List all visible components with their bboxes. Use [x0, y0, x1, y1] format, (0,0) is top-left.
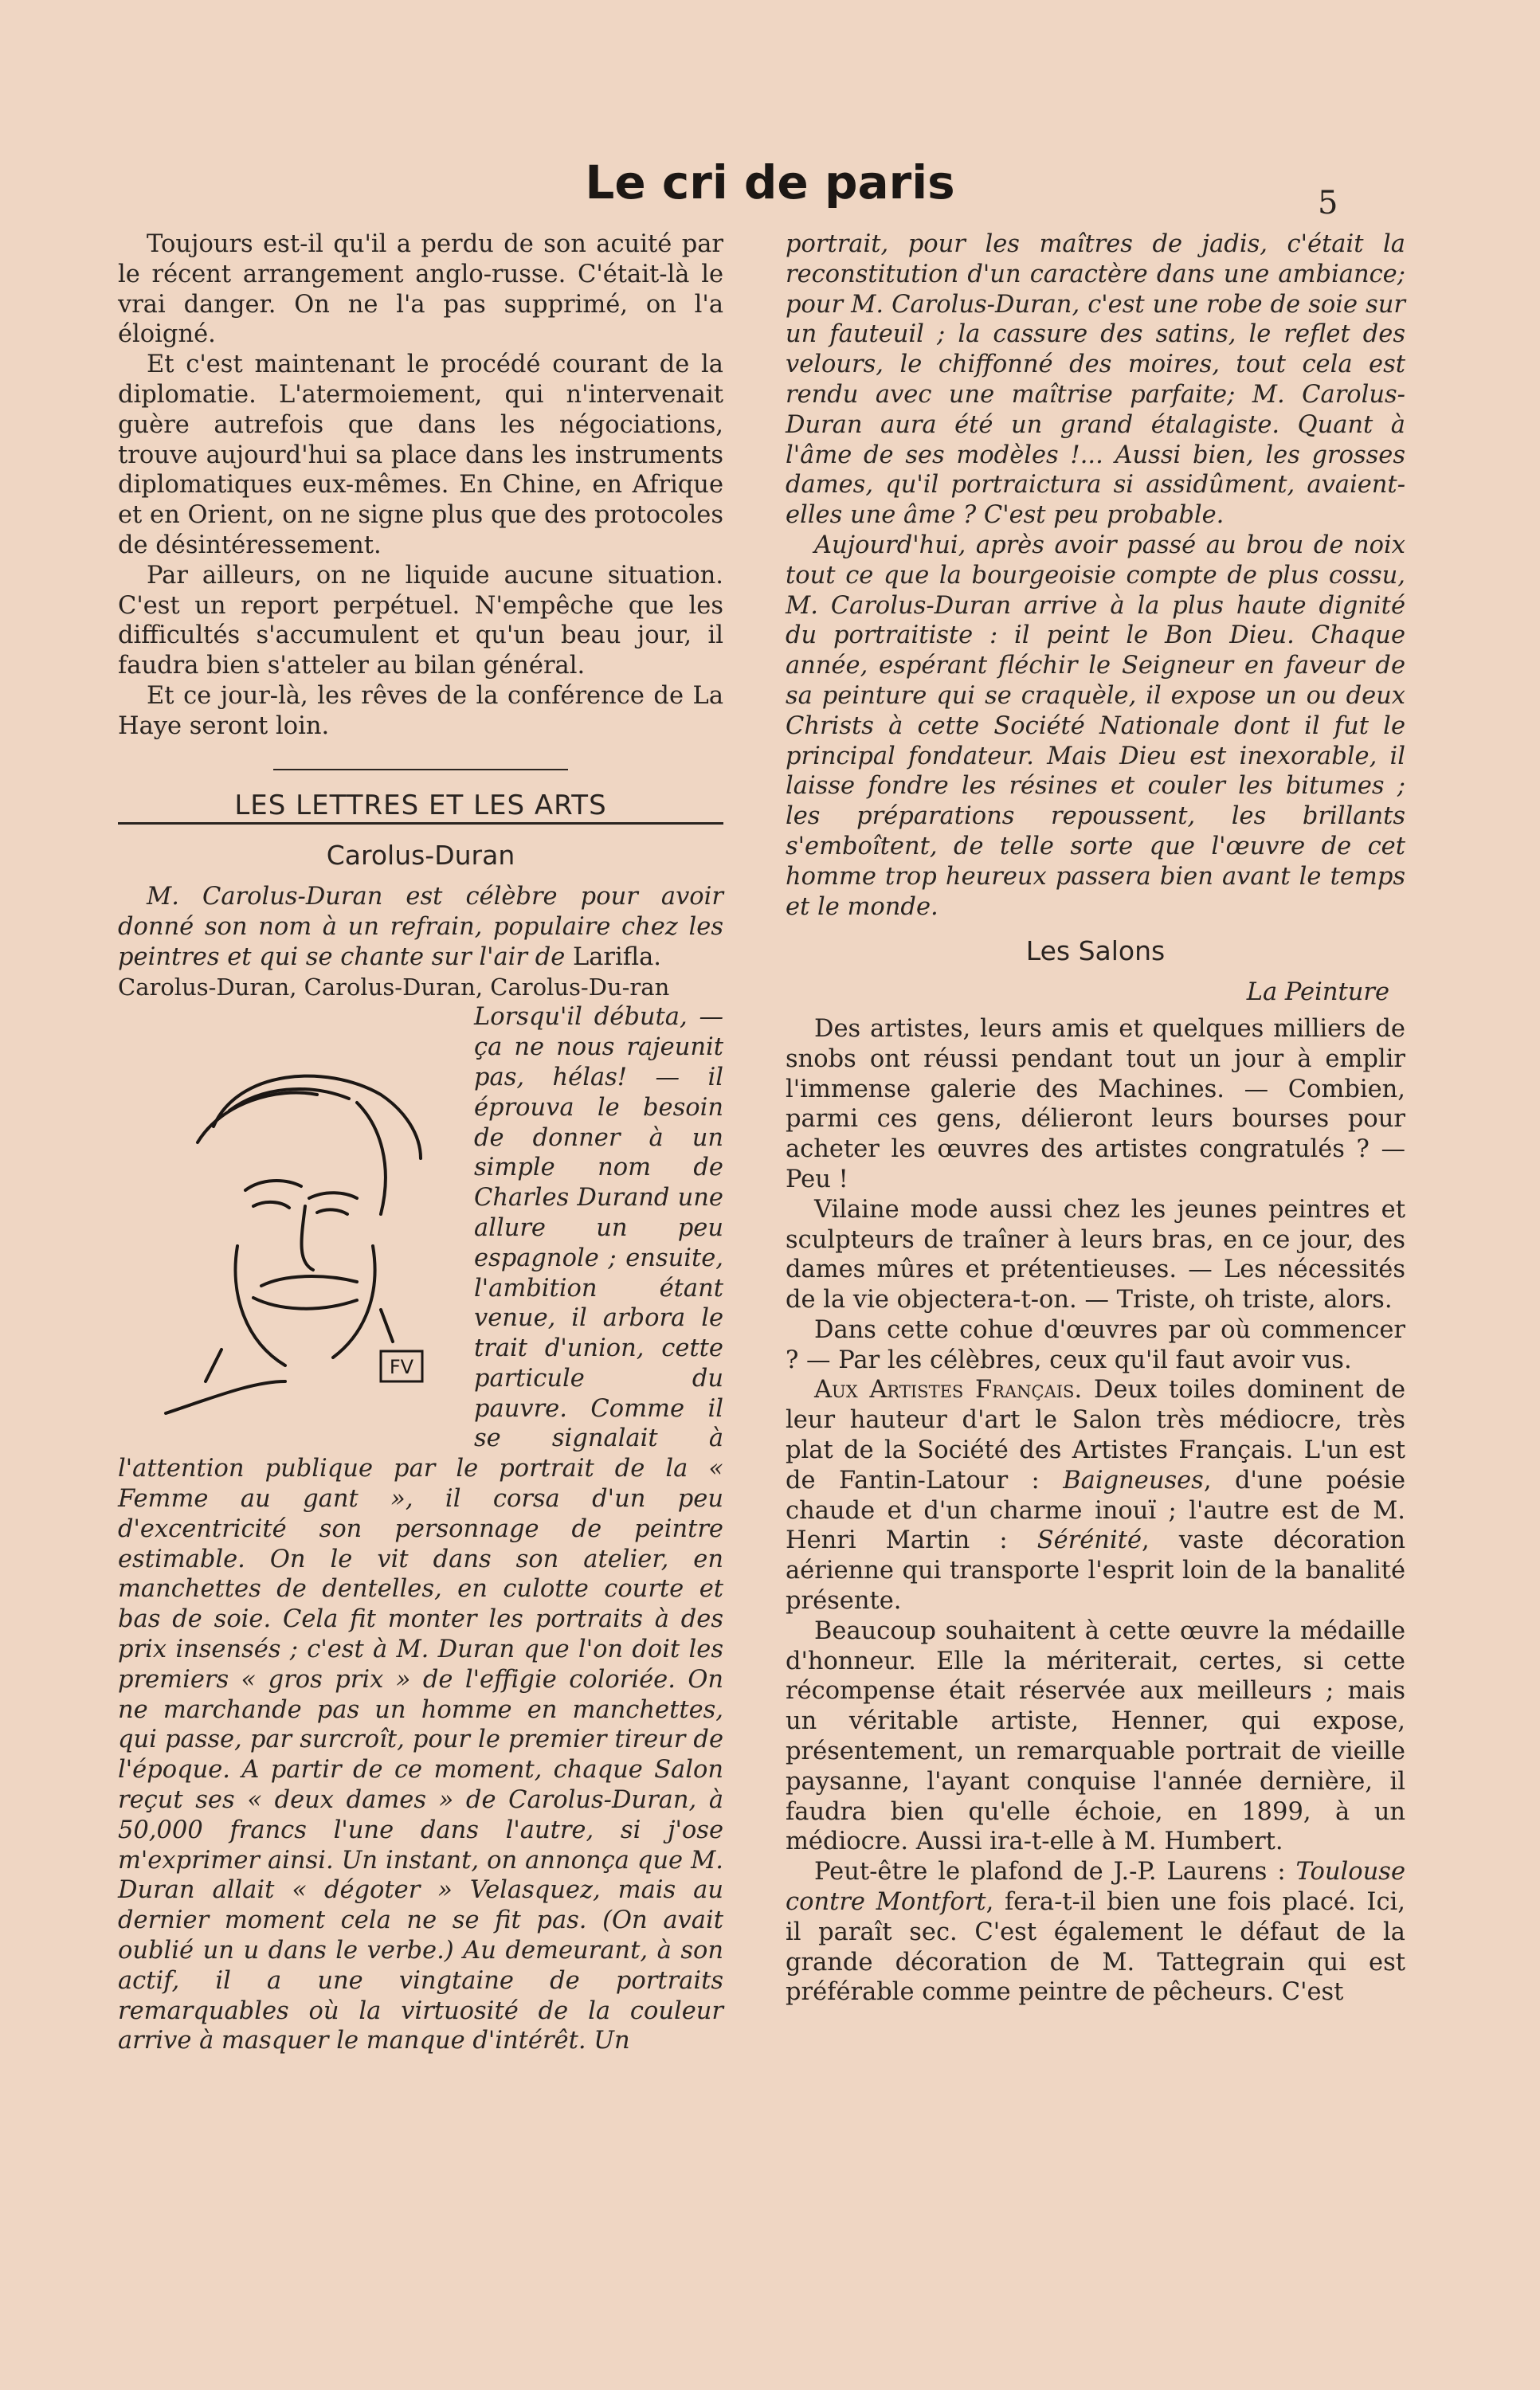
paragraph — [786, 1375, 1405, 1616]
paragraph: Et ce jour-là, les rêves de la conférence de La Haye seront loin. — [118, 681, 723, 740]
right-column — [786, 229, 1405, 2008]
paragraph: portrait, pour les maîtres de jadis, c'était la reconstitution d'un caractère dans une ambiance; pour M. Carolus-Duran, c'est une robe de soie sur un fauteuil ; la cassure des satins, le reflet des velours, le chiffonné des moires, tout cela est rendu avec une maîtrise parfaite; M. Carolus-Duran aura été un grand étalagiste. Quant à l'âme de ses modèles !... Aussi bien, les grosses dames, qu'il portraictura si assidûment, avaient-elles une âme ? C'est peu probable. — [786, 230, 1405, 530]
paragraph: Des artistes, leurs amis et quelques milliers de snobs ont réussi pendant tout un jour à emplir l'immense galerie des Machines. — Combien, parmi ces gens, délieront leurs bourses pour acheter les œuvres des artistes congratulés ? — Peu ! — [786, 1014, 1405, 1193]
paragraph — [786, 1857, 1405, 2008]
section-title: LES LETTRES ET LES ARTS — [118, 791, 723, 825]
paragraph: Et c'est maintenant le procédé courant de la diplomatie. L'atermoiement, qui n'intervenait guère autrefois que dans les négociations, trouve aujourd'hui sa place dans les instruments diplomatiques eux-mêmes. En Chine, en Afrique et en Orient, on ne signe plus que des protocoles de désintéressement. — [118, 351, 723, 559]
lead-in: Aux Artistes Français. — [814, 1376, 1083, 1405]
paragraph: Beaucoup souhaitent à cette œuvre la médaille d'honneur. Elle la mériterait, certes, si cette récompense était réservée aux meilleurs ; mais un véritable artiste, Henner, qui expose, présentement, un remarquable portrait de vieille paysanne, l'ayant conquise l'année dernière, il faudra bien qu'elle échoie, en 1899, à un médiocre. Aussi ira-t-elle à M. Humbert. — [786, 1616, 1405, 1856]
article-body: Lorsqu'il débuta, — ça ne nous rajeunit pas, hélas! — il éprouva le besoin de donner à un simple nom de Charles Durand une allure un peu espagnole ; ensuite, l'ambition étant venue, il arbora le trait d'union, cette particule du pauvre. Comme il se signalait à l'attention publique par le portrait de la « Femme au gant », il corsa d'un peu d'excentricité son personnage de peintre estimable. On le vit dans son atelier, en manchettes de dentelles, en culotte courte et bas de soie. Cela fit monter les portraits à des prix insensés ; c'est à M. Duran que l'on doit les premiers « gros prix » de l'effigie coloriée. On ne marchande pas un homme en manchettes, qui passe, par surcroît, pour le premier tireur de l'époque. A partir de ce moment, chaque Salon reçut ses « deux dames » de Carolus-Duran, à 50,000 francs l'une dans l'autre, si j'ose m'exprimer ainsi. Un instant, on annonça que M. Duran allait « dégoter » Velasquez, mais au dernier moment cela ne se fit pas. (On avait oublié un u dans le verbe.) Au demeurant, à son actif, il a une vingtaine de portraits remarquables où la virtuosité de la couleur arrive à masquer le manque d'intérêt. Un — [118, 1003, 723, 2055]
paragraph: Aujourd'hui, après avoir passé au brou de noix tout ce que la bourgeoisie compte de plus cossu, M. Carolus-Duran arrive à la plus haute dignité du portraitiste : il peint le Bon Dieu. Chaque année, espérant fléchir le Seigneur en faveur de sa peinture qui se craquèle, il expose un ou deux Christs à cette Société Nationale dont il fut le principal fondateur. Mais Dieu est inexorable, il laisse fondre les résines et couler les bitumes ; les préparations repoussent, les brillants s'emboîtent, de telle sorte que l'œuvre de cet homme trop heureux passera bien avant le temps et le monde. — [786, 531, 1405, 921]
intro-text: M. Carolus-Duran est célèbre pour avoir donné son nom à un refrain, populaire chez les peintres et qui se chante sur l'air de — [118, 883, 723, 971]
intro-tail: Larifla. — [572, 942, 661, 971]
paragraph: Dans cette cohue d'œuvres par où commencer ? — Par les célèbres, ceux qu'il faut avoir vus. — [786, 1315, 1405, 1374]
text-run: , vaste décoration aérienne qui transporte l'esprit loin de la banalité présente. — [786, 1526, 1405, 1616]
section-title: Les Salons — [1025, 935, 1166, 967]
refrain: Carolus-Duran, Carolus-Duran, Carolus-Du-ran — [118, 973, 670, 1001]
divider — [273, 769, 568, 770]
artwork-title: Toulouse contre Montfort — [786, 1858, 1405, 1917]
paragraph: Par ailleurs, on ne liquide aucune situation. C'est un report perpétuel. N'empêche que les difficultés s'accumulent et qu'un beau jour, il faudra bien s'atteler au bilan général. — [118, 561, 723, 680]
signature: FV — [389, 1356, 414, 1379]
portrait-drawing-icon — [118, 1007, 464, 1434]
article-title: Carolus-Duran — [326, 840, 515, 872]
artwork-title: Sérénité — [1036, 1526, 1142, 1555]
text-run: Deux toiles dominent de leur hauteur d'art le Salon très médiocre, très plat de la Société des Artistes Français. L'un est de Fantin-Latour : — [786, 1376, 1405, 1495]
portrait-illustration — [118, 1007, 464, 1434]
artwork-title: Baigneuses — [1063, 1466, 1204, 1495]
paragraph: Vilaine mode aussi chez les jeunes peintres et sculpteurs de traîner à leurs bras, en ce jour, des dames mûres et prétentieuses. — Les nécessités de la vie objectera-t-on. — Triste, oh triste, alors. — [786, 1195, 1405, 1314]
page-number: 5 — [1318, 185, 1338, 221]
masthead: Le cri de paris — [585, 155, 955, 210]
text-run: , d'une poésie chaude et d'un charme inouï ; l'autre est de M. Henri Martin : — [786, 1466, 1405, 1555]
left-column — [118, 229, 723, 2056]
text-run: , fera-t-il bien une fois placé. Ici, il paraît sec. C'est également le défaut de la grande décoration de M. Tattegrain qui est préférable comme peintre de pêcheurs. C'est — [786, 1888, 1405, 2007]
paragraph: Toujours est-il qu'il a perdu de son acuité par le récent arrangement anglo-russe. C'était-là le vrai danger. On ne l'a pas supprimé, on l'a éloigné. — [118, 230, 723, 349]
article-intro — [118, 882, 723, 972]
text-run: Peut-être le plafond de J.-P. Laurens : — [814, 1858, 1286, 1887]
subsection-title: La Peinture — [1246, 978, 1389, 1007]
